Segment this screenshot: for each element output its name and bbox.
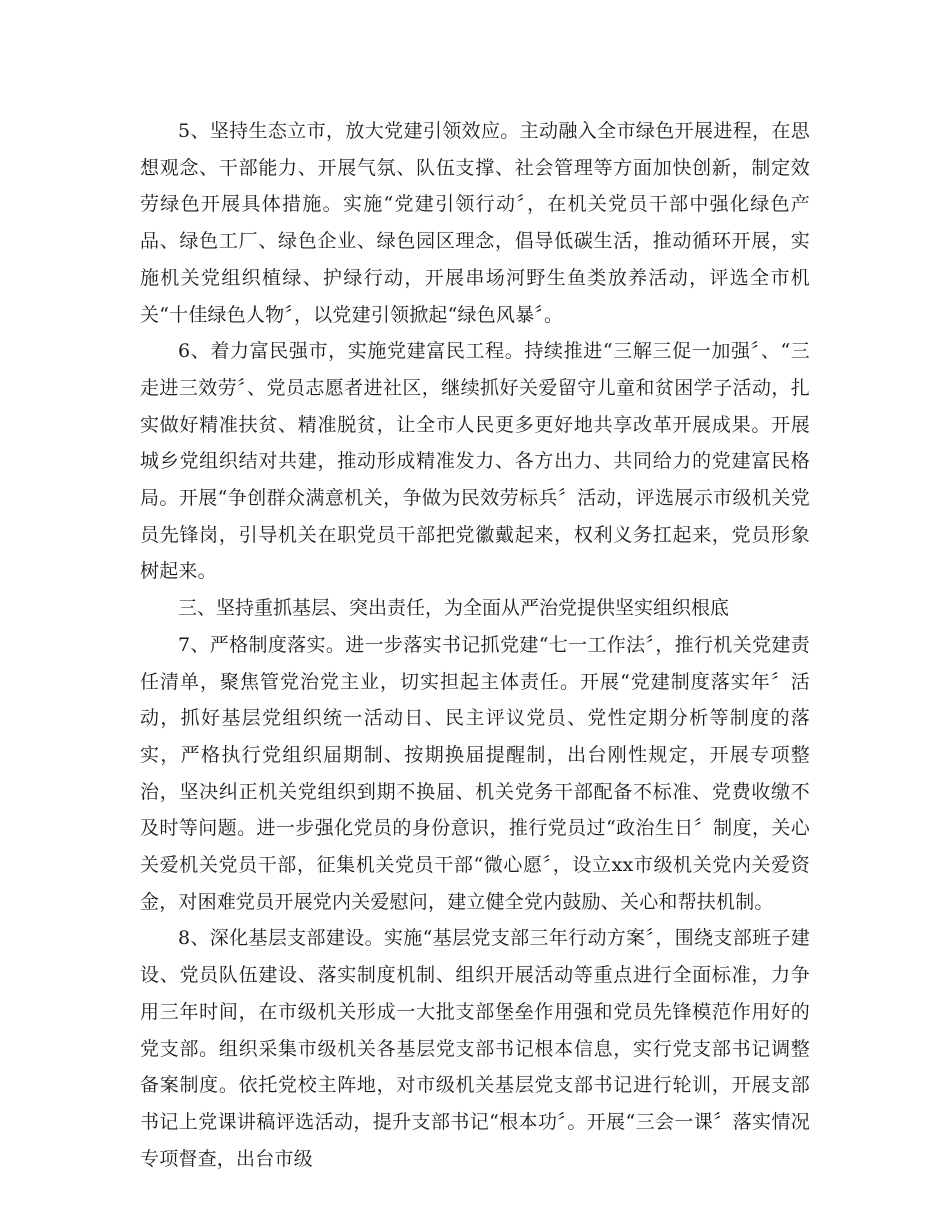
paragraph-item-5: 5、坚持生态立市，放大党建引领效应。主动融入全市绿色开展进程，在思想观念、干部能力、开展气氛、队伍支撑、社会管理等方面加快创新，制定效劳绿色开展具体措施。实施“党建引领行动〞，在机关党员干部中强化绿色产品、绿色工厂、绿色企业、绿色园区理念，倡导低碳生活，推动循环开展，实施机关党组织植绿、护绿行动，开展串场河野生鱼类放养活动，评选全市机关“十佳绿色人物〞，以党建引领掀起“绿色风暴〞。 (140, 120, 810, 326)
section-heading-3: 三、坚持重抓基层、突出责任，为全面从严治党提供坚实组织根底 (178, 597, 730, 620)
paragraph-item-7: 7、严格制度落实。进一步落实书记抓党建“七一工作法〞，推行机关党建责任清单，聚焦管党治党主业，切实担起主体责任。开展“党建制度落实年〞活动，抓好基层党组织统一活动日、民主评议党员、党性定期分析等制度的落实，严格执行党组织届期制、按期换届提醒制，出台刚性规定，开展专项整治，坚决纠正机关党组织到期不换届、机关党务干部配备不标准、党费收缴不及时等问题。进一步强化党员的身份意识，推行党员过“政治生日〞制度，关心关爱机关党员干部，征集机关党员干部“微心愿〞，设立xx市级机关党内关爱资金，对困难党员开展党内关爱慰问，建立健全党内鼓励、关心和帮扶机制。 (140, 633, 810, 913)
paragraph-item-6: 6、着力富民强市，实施党建富民工程。持续推进“三解三促一加强〞、“三走进三效劳〞、党员志愿者进社区，继续抓好关爱留守儿童和贫困学子活动，扎实做好精准扶贫、精准脱贫，让全市人民更多更好地共享改革开展成果。开展城乡党组织结对共建，推动形成精准发力、各方出力、共同给力的党建富民格局。开展“争创群众满意机关，争做为民效劳标兵〞活动，评选展示市级机关党员先锋岗，引导机关在职党员干部把党徽戴起来，权利义务扛起来，党员形象树起来。 (140, 340, 810, 583)
document-page (140, 113, 810, 1177)
paragraph-item-8: 8、深化基层支部建设。实施“基层党支部三年行动方案〞，围绕支部班子建设、党员队伍建设、落实制度机制、组织开展活动等重点进行全面标准，力争用三年时间，在市级机关形成一大批支部堡垒作用强和党员先锋模范作用好的党支部。组织采集市级机关各基层党支部书记根本信息，实行党支部书记调整备案制度。依托党校主阵地，对市级机关基层党支部书记进行轮训，开展支部书记上党课讲稿评选活动，提升支部书记“根本功〞。开展“三会一课〞落实情况专项督查，出台市级 (140, 927, 810, 1170)
